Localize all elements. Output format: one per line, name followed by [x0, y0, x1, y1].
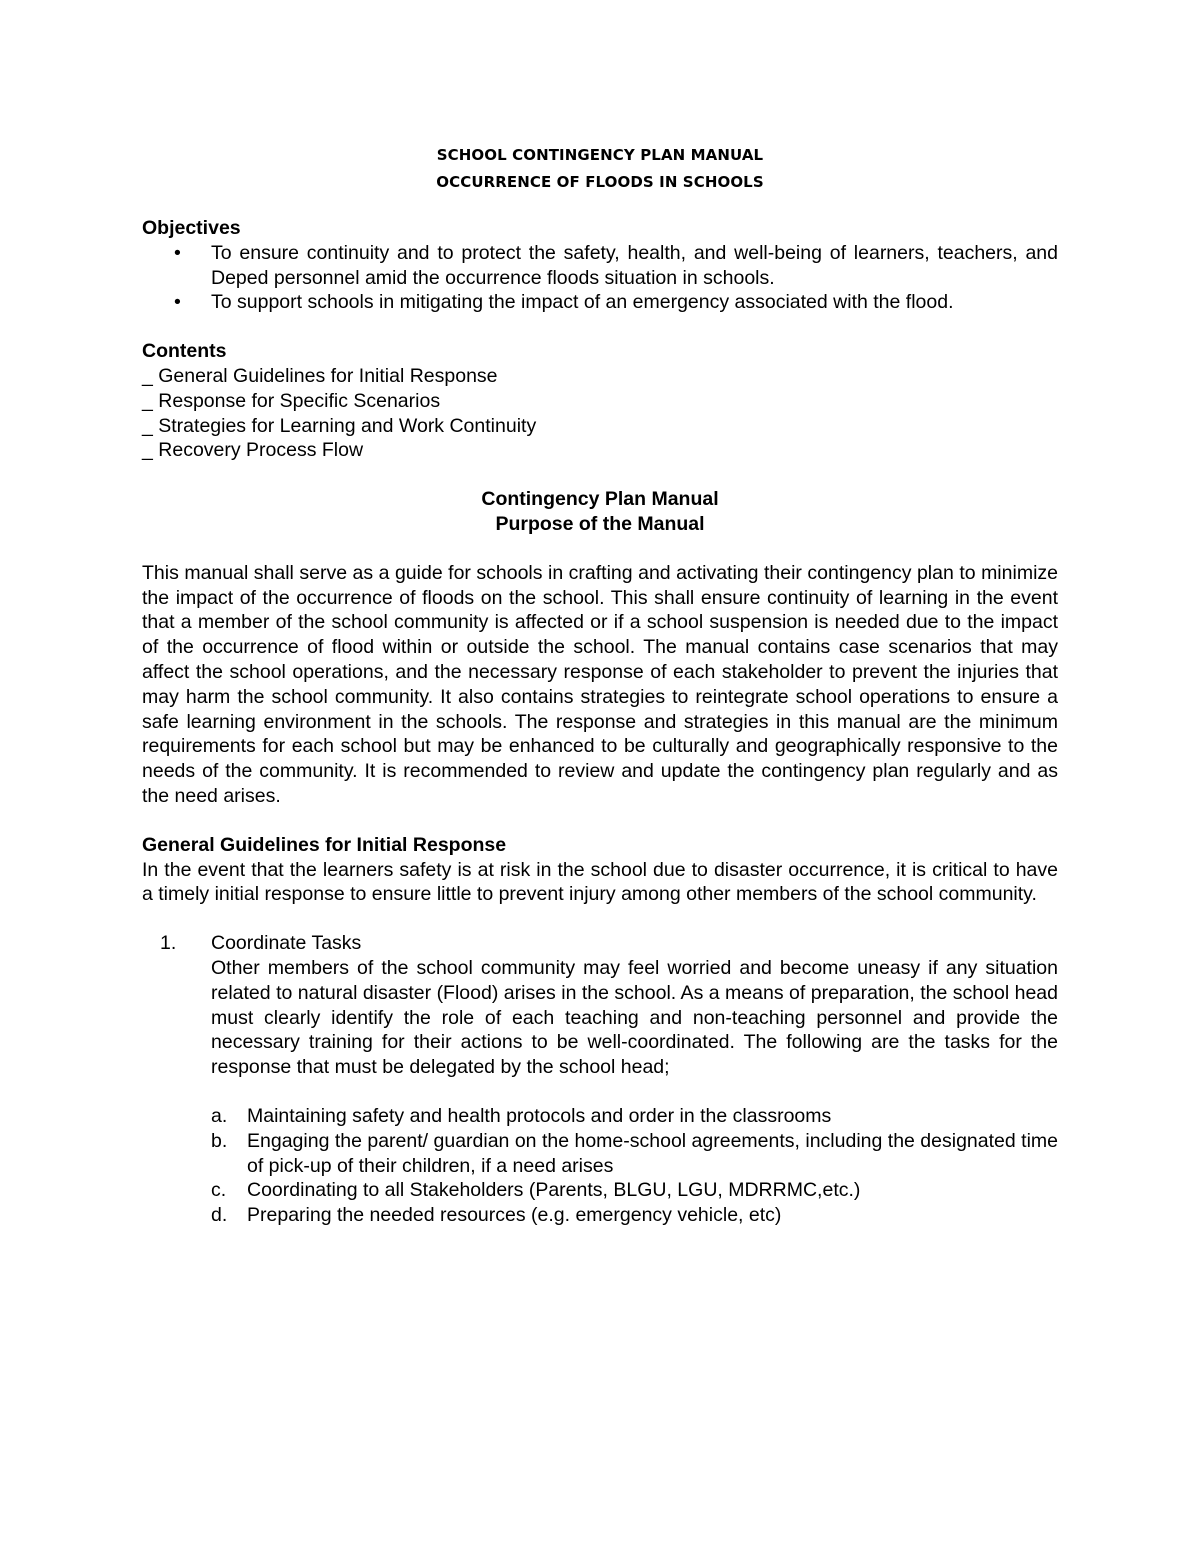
contents-section: [142, 339, 1058, 463]
manual-heading: Contingency Plan Manual: [481, 488, 719, 511]
task-text: Engaging the parent/ guardian on the home-school agreements, including the designated time of pick-up of their children, if a need arises: [247, 1129, 1058, 1177]
task-text: Preparing the needed resources (e.g. emergency vehicle, etc): [247, 1204, 782, 1227]
contents-item: _ General Guidelines for Initial Response: [142, 364, 498, 387]
purpose-heading: Purpose of the Manual: [495, 512, 705, 535]
title-line-2: OCCURRENCE OF FLOODS IN SCHOOLS: [436, 173, 764, 191]
document-page: [142, 142, 1058, 1228]
task-item: [211, 1178, 1058, 1203]
document-title: [142, 142, 1058, 196]
task-text: Coordinating to all Stakeholders (Parents, BLGU, LGU, MDRRMC,etc.): [247, 1179, 861, 1202]
numbered-item-coordinate-tasks: [142, 931, 1058, 1228]
task-letter: d.: [211, 1204, 228, 1227]
objective-item: • To support schools in mitigating the impact of an emergency associated with the flood.: [211, 290, 1058, 315]
task-list: [211, 1104, 1058, 1228]
task-text: Maintaining safety and health protocols and order in the classrooms: [247, 1104, 832, 1127]
guidelines-paragraph: In the event that the learners safety is at risk in the school due to disaster occurrence, it is critical to have a timely initial response to ensure little to prevent injury among other members of the school community.: [142, 858, 1058, 906]
task-letter: a.: [211, 1104, 228, 1127]
objectives-list: [142, 241, 1058, 315]
title-line-1: SCHOOL CONTINGENCY PLAN MANUAL: [436, 146, 764, 164]
objectives-heading: Objectives: [142, 217, 241, 239]
task-item: [211, 1104, 1058, 1129]
contents-heading: Contents: [142, 340, 227, 363]
item-title: Coordinate Tasks: [211, 932, 362, 955]
task-item: [211, 1129, 1058, 1179]
contents-item: _ Strategies for Learning and Work Continuity: [142, 414, 537, 437]
task-letter: c.: [211, 1179, 227, 1202]
contents-list: [142, 364, 1058, 463]
contents-item: _ Response for Specific Scenarios: [142, 389, 441, 412]
task-item: [211, 1203, 1058, 1228]
objective-item: • To ensure continuity and to protect the safety, health, and well-being of learners, teachers, and Deped personnel amid the occurrence floods situation in schools.: [211, 241, 1058, 291]
item-number: 1.: [160, 932, 177, 955]
contents-item: _ Recovery Process Flow: [142, 439, 364, 462]
guidelines-section: [142, 833, 1058, 1228]
manual-section: [142, 487, 1058, 809]
task-letter: b.: [211, 1129, 228, 1152]
item-body: Other members of the school community may feel worried and become uneasy if any situation related to natural disaster (Flood) arises in the school. As a means of preparation, the school head must clearly identify the role of each teaching and non-teaching personnel and provide the necessary training for their actions to be well-coordinated. The following are the tasks for the response that must be delegated by the school head;: [211, 956, 1058, 1079]
guidelines-heading: General Guidelines for Initial Response: [142, 833, 507, 856]
objectives-section: [142, 216, 1058, 315]
purpose-paragraph: This manual shall serve as a guide for schools in crafting and activating their contingency plan to minimize the impact of the occurrence of floods on the school. This shall ensure continuity of learning in the event that a member of the school community is affected or if a school suspension is needed due to the impact of the occurrence of flood within or outside the school. The manual contains case scenarios that may affect the school operations, and the necessary response of each stakeholder to prevent the injuries that may harm the school community. It also contains strategies to reintegrate school operations to ensure a safe learning environment in the schools. The response and strategies in this manual are the minimum requirements for each school but may be enhanced to be culturally and geographically responsive to the needs of the community. It is recommended to review and update the contingency plan regularly and as the need arises.: [142, 561, 1058, 807]
